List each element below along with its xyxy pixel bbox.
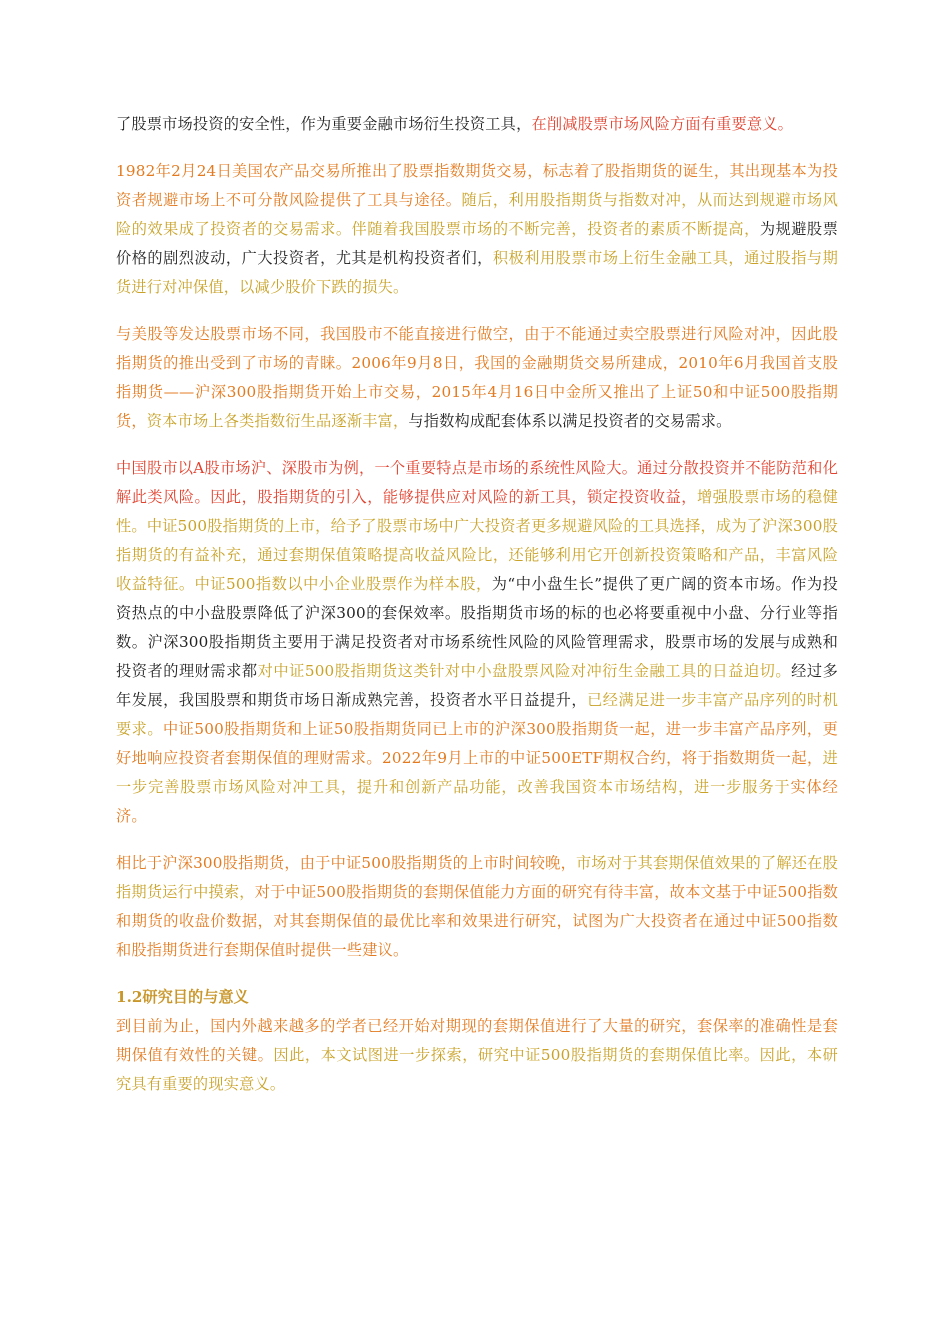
text-segment: 已经满足进一步丰富产品序列的时机要求。 xyxy=(116,691,839,738)
text-segment: 为“中小盘生长”提供了更广阔的资本市场。作为投资热点的中小盘股票降低了沪深300的套保效率。股指期货市场的标的也必将要重视中小盘、分行业等指数。沪深300股指期货主要用于满足投资者对市场系统性风险的风险管理需求，股票市场的发展与成熟和投资者的理财需求都 xyxy=(116,575,838,680)
text-segment: 中证500股指期货和上证50股指期货同已上市的沪深300股指期货一起，进一步丰富产品序列，更好地响应投资者套期保值的理财需求。2022年9月上市的中证500ETF期权合约，将于指数期货一起， xyxy=(116,720,838,767)
text-segment: 与美股等发达股票市场不同，我国股市不能直接进行做空，由于不能通过卖空股票进行风险对冲，因此股指期货的推出受到了市场的青睐。2006年9月8日，我国的金融期货交易所建成，2010年6月我国首支股指期货——沪深300股指期货开始上市交易，2015年4月16日中金所又推出了上证50和中证500股指期货， xyxy=(116,325,838,430)
text-segment: 在削减股票市场风险方面有重要意义。 xyxy=(531,115,794,133)
text-segment: 到目前为止，国内外越来越多的学者已经开始对期现的套期保值进行了大量的研究，套保率的准确性是套期保值有效性的关键。 xyxy=(116,1017,838,1064)
text-segment: 相比于沪深300股指期货，由于中证500股指期货的上市时间较晚， xyxy=(116,854,576,872)
text-segment: 随后，利用股指期货与指数对冲，从而达到规避市场风险的效果成了投资者的交易需求。伴随着我国股票市场的不断完善，投资者的素质不断提高， xyxy=(116,191,838,238)
text-segment: 因此，本文试图进一步探索，研究中证500股指期货的套期保值比率。因此，本研究具有重要的现实意义。 xyxy=(116,1046,839,1093)
paragraph-2 xyxy=(116,157,838,302)
paragraph-3 xyxy=(116,320,838,436)
text-segment: 增强股票市场的稳健性。中证500股指期货的上市，给予了股票市场中广大投资者更多规避风险的工具选择，成为了沪深300股指期货的有益补充，通过套期保值策略提高收益风险比，还能够利用它开创新投资策略和产品，丰富风险收益特征。中证500指数以中小企业股票作为样本股， xyxy=(116,488,838,593)
text-segment: 中国股市以A股市场沪、深股市为例，一个重要特点是市场的系统性风险大。通过分散投资并不能防范和化解此类风险。因此，股指期货的引入，能够提供应对风险的新工具，锁定投资收益， xyxy=(116,459,838,506)
text-segment: 对中证500股指期货这类针对中小盘股票风险对冲衍生金融工具的日益迫切。 xyxy=(257,662,792,680)
paragraph-1 xyxy=(116,110,838,139)
text-segment: 市场对于其套期保值效果的了解还在股指期货运行中摸索， xyxy=(116,854,838,901)
text-segment: 与指数构成配套体系以满足投资者的交易需求。 xyxy=(408,412,732,430)
text-segment: 1982年2月24日美国农产品交易所推出了股票指数期货交易，标志着了股指期货的诞生，其出现基本为投资者规避市场上不可分散风险提供了工具与途径。 xyxy=(116,162,838,209)
text-segment: 进一步完善股票市场风险对冲工具，提升和创新产品功能，改善我国资本市场结构，进一步服务于 xyxy=(116,749,838,796)
section-heading: 1.2研究目的与意义 xyxy=(116,988,249,1006)
document-page xyxy=(116,110,838,1099)
text-segment: 实体经济。 xyxy=(116,778,838,825)
paragraph-5 xyxy=(116,849,838,965)
text-segment: 为规避股票价格的剧烈波动，广大投资者，尤其是机构投资者们， xyxy=(116,220,839,267)
text-segment: 积极利用股票市场上衍生金融工具，通过股指与期货进行对冲保值，以减少股价下跌的损失。 xyxy=(116,249,838,296)
text-segment: 了股票市场投资的安全性，作为重要金融市场衍生投资工具， xyxy=(116,115,532,133)
text-segment: 对于中证500股指期货的套期保值能力方面的研究有待丰富，故本文基于中证500指数和期货的收盘价数据，对其套期保值的最优比率和效果进行研究，试图为广大投资者在通过中证500指数和股指期货进行套期保值时提供一些建议。 xyxy=(116,883,838,959)
paragraph-6 xyxy=(116,1012,838,1099)
text-segment: 资本市场上各类指数衍生品逐渐丰富， xyxy=(146,412,409,430)
text-segment: 经过多年发展，我国股票和期货市场日渐成熟完善，投资者水平日益提升， xyxy=(116,662,838,709)
paragraph-4 xyxy=(116,454,838,831)
